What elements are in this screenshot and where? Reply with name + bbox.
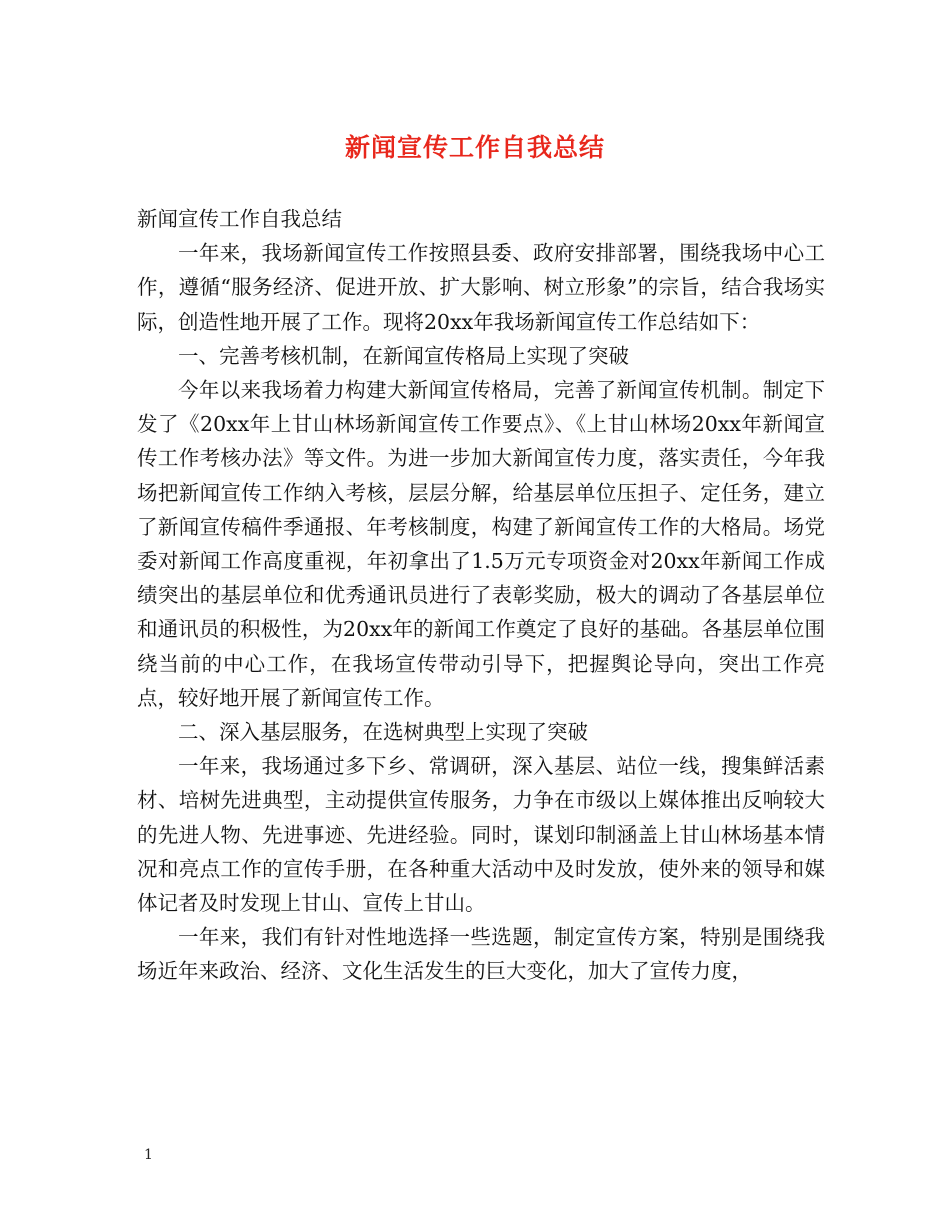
subtitle-line: 新闻宣传工作自我总结 xyxy=(137,207,342,231)
intro-paragraph: 一年来，我场新闻宣传工作按照县委、政府安排部署，围绕我场中心工作，遵循“服务经济、促进开放、扩大影响、树立形象”的宗旨，结合我场实际，创造性地开展了工作。现将20xx年我场新闻宣传工作总结如下： xyxy=(137,241,825,334)
page-title: 新闻宣传工作自我总结 xyxy=(344,133,605,162)
page-number: 1 xyxy=(144,1147,153,1163)
section-2-paragraph-2: 一年来，我们有针对性地选择一些选题，制定宣传方案，特别是围绕我场近年来政治、经济、文化生活发生的巨大变化，加大了宣传力度， xyxy=(137,925,825,984)
section-2-paragraph-1: 一年来，我场通过多下乡、常调研，深入基层、站位一线，搜集鲜活素材、培树先进典型，主动提供宣传服务，力争在市级以上媒体推出反响较大的先进人物、先进事迹、先进经验。同时，谋划印制涵盖上甘山林场基本情况和亮点工作的宣传手册，在各种重大活动中及时发放，使外来的领导和媒体记者及时发现上甘山、宣传上甘山。 xyxy=(137,754,825,916)
section-heading-1: 一、完善考核机制，在新闻宣传格局上实现了突破 xyxy=(178,343,629,368)
document-body xyxy=(137,202,825,989)
section-heading-2: 二、深入基层服务，在选树典型上实现了突破 xyxy=(178,720,588,745)
section-1-paragraph: 今年以来我场着力构建大新闻宣传格局，完善了新闻宣传机制。制定下发了《20xx年上甘山林场新闻宣传工作要点》、《上甘山林场20xx年新闻宣传工作考核办法》等文件。为进一步加大新闻宣传力度，落实责任，今年我场把新闻宣传工作纳入考核，层层分解，给基层单位压担子、定任务，建立了新闻宣传稿件季通报、年考核制度，构建了新闻宣传工作的大格局。场党委对新闻工作高度重视，年初拿出了1.5万元专项资金对20xx年新闻工作成绩突出的基层单位和优秀通讯员进行了表彰奖励，极大的调动了各基层单位和通讯员的积极性，为20xx年的新闻工作奠定了良好的基础。各基层单位围绕当前的中心工作，在我场宣传带动引导下，把握舆论导向，突出工作亮点，较好地开展了新闻宣传工作。 xyxy=(137,378,825,710)
